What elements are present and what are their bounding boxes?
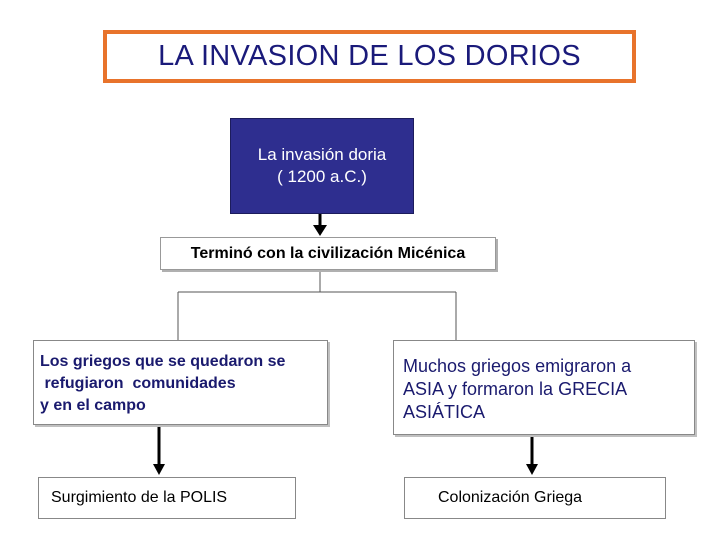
- page-title-text: LA INVASION DE LOS DORIOS: [158, 40, 581, 72]
- arrowhead-polis: [153, 464, 165, 475]
- right-branch-line-3: ASIÁTICA: [403, 402, 486, 422]
- polis-result-box: [38, 477, 296, 519]
- invasion-line-2: ( 1200 a.C.): [277, 167, 367, 186]
- invasion-box: [230, 118, 414, 214]
- colonization-result-box: [404, 477, 666, 519]
- right-branch-line-2: ASIA y formaron la GRECIA: [403, 379, 628, 399]
- invasion-line-1: La invasión doria: [257, 145, 387, 164]
- ended-civilization-box: [160, 237, 496, 270]
- arrowhead-invasion: [313, 225, 327, 236]
- ended-civilization-text: Terminó con la civilización Micénica: [190, 244, 466, 262]
- arrowhead-colonization: [526, 464, 538, 475]
- page-title: [103, 30, 636, 83]
- polis-result-text: Surgimiento de la POLIS: [51, 489, 228, 506]
- right-branch-line-1: Muchos griegos emigraron a: [403, 356, 632, 376]
- left-branch-line-2: refugiaron comunidades: [40, 375, 236, 392]
- left-branch-box: [33, 340, 328, 425]
- colonization-result-text: Colonización Griega: [438, 489, 583, 506]
- right-branch-box: [393, 340, 695, 435]
- left-branch-line-3: y en el campo: [40, 397, 146, 414]
- left-branch-line-1: Los griegos que se quedaron se: [40, 353, 286, 370]
